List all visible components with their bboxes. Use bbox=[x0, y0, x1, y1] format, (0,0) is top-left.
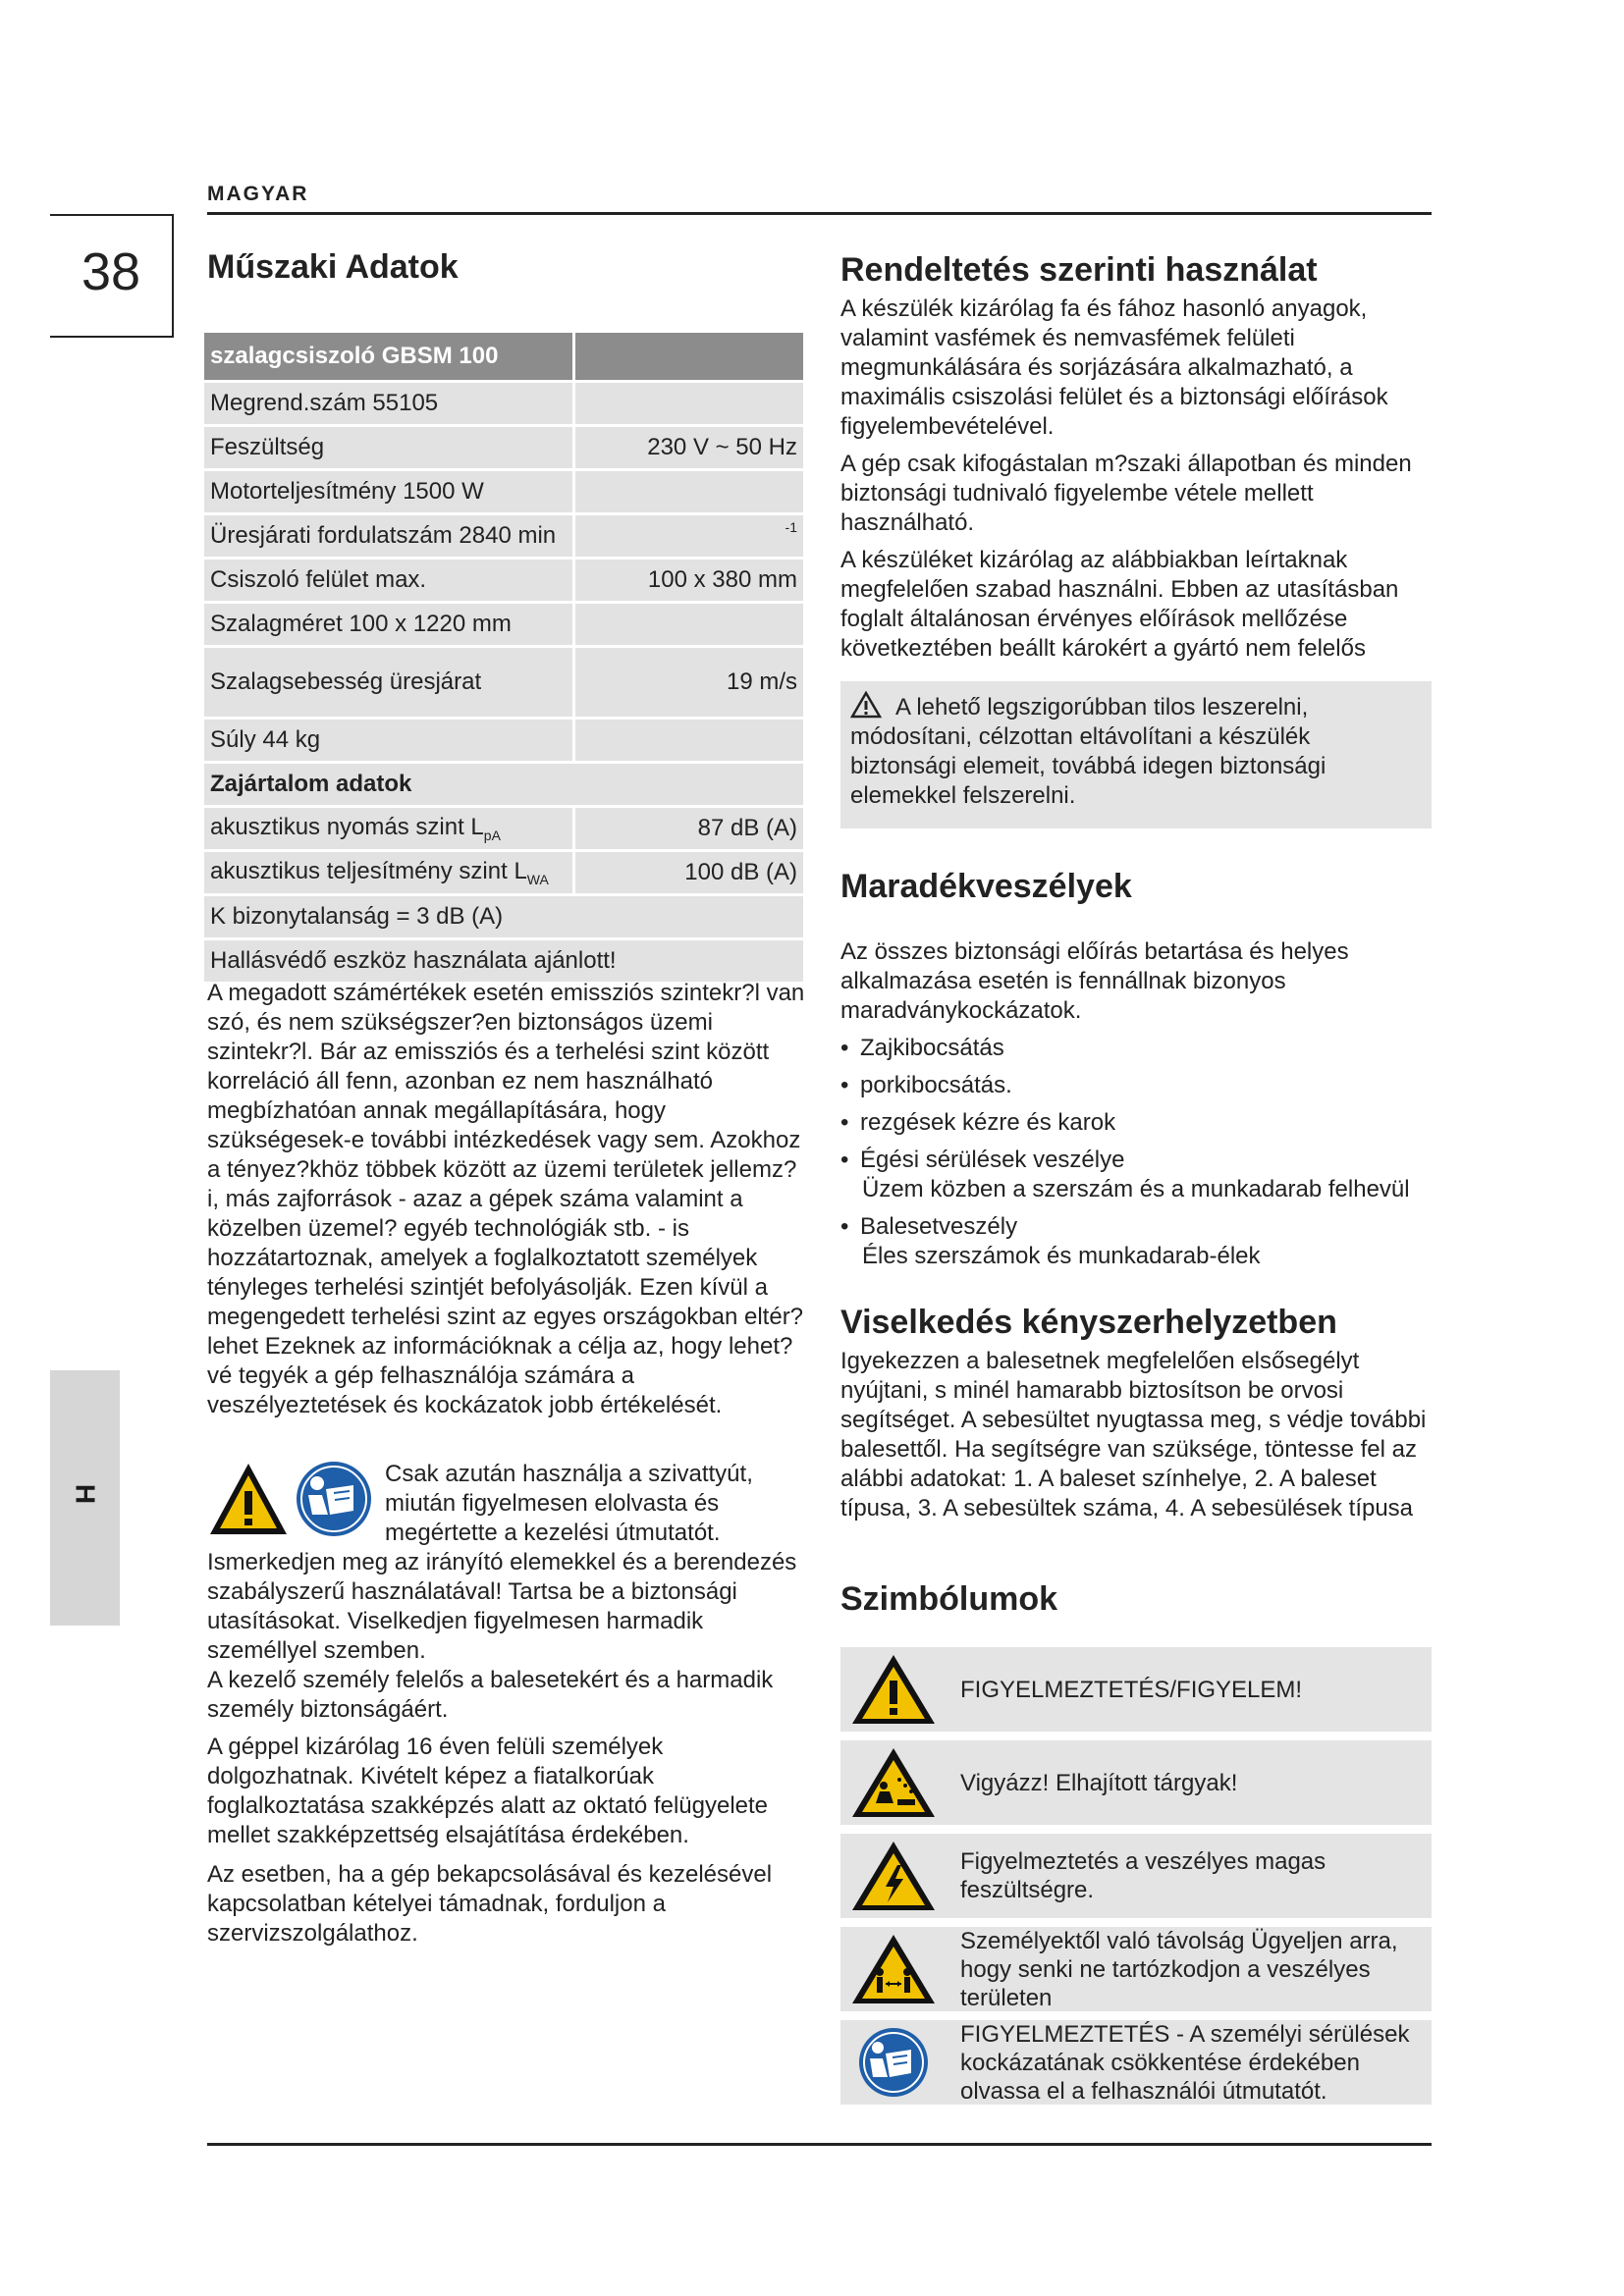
list-item: • porkibocsátás. bbox=[840, 1071, 1432, 1100]
table-row: akusztikus nyomás szint $L_{pA}$ 87 dB (A) bbox=[204, 808, 803, 849]
use-paragraph-3: A készüléket kizárólag az alábbiakban leírtaknak megfelelően szabad használni. Ebben az utasításban foglalt általánosan érvényes előírások mellőzése következtében beállt károkért a gyártó nem felelős bbox=[840, 547, 1399, 662]
language-label: MAGYAR bbox=[207, 183, 309, 205]
section-title-technical-data: Műszaki Adatok bbox=[207, 248, 459, 286]
header-rule bbox=[207, 212, 1432, 215]
symbol-text: Vigyázz! Elhajított tárgyak! bbox=[960, 1769, 1238, 1796]
table-row: akusztikus teljesítmény szint $L_{WA}$ 100 dB (A) bbox=[204, 852, 803, 893]
symbol-row bbox=[840, 2020, 1432, 2105]
spec-head-label: szalagcsiszoló GBSM 100 bbox=[204, 333, 572, 380]
list-item: • Égési sérülések veszélye Üzem közben a szerszám és a munkadarab felhevül bbox=[840, 1146, 1432, 1204]
keep-distance-icon bbox=[850, 1933, 937, 2005]
safety-warning-box bbox=[840, 681, 1432, 828]
age-paragraph: A géppel kizárólag 16 éven felüli személyek dolgozhatnak. Kivételt képez a fiatalkorúak foglalkoztatása szakképzés alatt az oktató felügyelete mellet szakképzettség elsajátítása érdekében. bbox=[207, 1734, 769, 1848]
page-number: 38 bbox=[81, 242, 141, 301]
table-row: Csiszoló felület max. 100 x 380 mm bbox=[204, 560, 803, 601]
flying-objects-icon bbox=[850, 1746, 937, 1819]
use-paragraph-1: A készülék kizárólag fa és fához hasonló anyagok, valamint vasfémek és nemvasfémek felületi megmunkálására és sorjázására alkalmazható, a maximális csiszolási felület és a biztonsági előírások figyelembevételével. bbox=[840, 295, 1388, 440]
symbol-text: FIGYELMEZTETÉS/FIGYELEM! bbox=[960, 1676, 1303, 1703]
list-item: • Zajkibocsátás bbox=[840, 1034, 1432, 1063]
table-row: Megrend.szám 55105 bbox=[204, 383, 803, 424]
residual-risks-content bbox=[840, 937, 1432, 1279]
section-title-residual-risks: Maradékveszélyek bbox=[840, 868, 1132, 905]
intended-use-text bbox=[840, 294, 1432, 671]
symbol-row bbox=[840, 1740, 1432, 1825]
warning-triangle-icon bbox=[850, 1653, 937, 1726]
high-voltage-icon bbox=[850, 1840, 937, 1912]
section-title-emergency: Viselkedés kényszerhelyzetben bbox=[840, 1304, 1337, 1341]
symbol-row bbox=[840, 1834, 1432, 1918]
spec-table bbox=[204, 330, 803, 985]
footer-rule bbox=[207, 2143, 1432, 2146]
read-manual-icon bbox=[297, 1462, 371, 1536]
table-row: Üresjárati fordulatszám 2840 min -1 bbox=[204, 515, 803, 557]
table-row: Súly 44 kg bbox=[204, 720, 803, 761]
list-item: • Balesetveszély Éles szerszámok és munkadarab-élek bbox=[840, 1212, 1432, 1271]
symbol-text: FIGYELMEZTETÉS - A személyi sérülések kockázatának csökkentése érdekében olvassa el a felhasználói útmutatót. bbox=[960, 2020, 1410, 2105]
spec-head-value bbox=[572, 333, 803, 380]
symbol-text: Személyektől való távolság Ügyeljen arra, hogy senki ne tartózkodjon a veszélyes területen bbox=[960, 1927, 1398, 2011]
warning-icons bbox=[206, 1460, 377, 1538]
table-row: Feszültség 230 V ~ 50 Hz bbox=[204, 427, 803, 468]
side-tab-letter: H bbox=[70, 1483, 101, 1505]
doubt-paragraph: Az esetben, ha a gép bekapcsolásával és kezelésével kapcsolatban kételyei támadnak, forduljon a szervizszolgálathoz. bbox=[207, 1861, 773, 1947]
table-row: Hallásvédő eszköz használata ajánlott! bbox=[204, 940, 803, 982]
use-paragraph-2: A gép csak kifogástalan m?szaki állapotban és minden biztonsági tudnivaló figyelembe vétele mellett használható. bbox=[840, 451, 1412, 536]
section-title-symbols: Szimbólumok bbox=[840, 1580, 1058, 1618]
list-item: • rezgések kézre és karok bbox=[840, 1108, 1432, 1138]
symbol-row bbox=[840, 1647, 1432, 1732]
section-title-intended-use: Rendeltetés szerinti használat bbox=[840, 251, 1318, 289]
table-row: Szalagsebesség üresjárat 19 m/s bbox=[204, 648, 803, 717]
warning-triangle-icon bbox=[210, 1464, 287, 1534]
operator-paragraph: A kezelő személy felelős a balesetekért és a harmadik személy biztonságáért. bbox=[207, 1667, 774, 1723]
warning-intro: Csak azután használja a szivattyút, miután figyelmesen elolvasta és megértette a kezelési útmutatót. bbox=[385, 1461, 753, 1546]
warning-rest: Ismerkedjen meg az irányító elemekkel és a berendezés szabályszerű használatával! Tartsa be a biztonsági utasításokat. Viselkedjen figyelmesen harmadik személlyel szemben. bbox=[207, 1549, 797, 1664]
risk-list bbox=[840, 1034, 1432, 1271]
symbol-text: Figyelmeztetés a veszélyes magas feszültségre. bbox=[960, 1848, 1326, 1903]
table-row: K bizonytalanság = 3 dB (A) bbox=[204, 896, 803, 937]
table-row: Szalagméret 100 x 1220 mm bbox=[204, 604, 803, 645]
emergency-paragraph: Igyekezzen a balesetnek megfelelően elsősegélyt nyújtani, s minél hamarabb biztosítson be orvosi segítséget. A sebesültet nyugtassa meg, s védje további balesettől. Ha segítségre van szüksége, töntesse fel az alábbi adatokat: 1. A baleset színhelye, 2. A baleset típusa, 3. A sebesültek száma, 4. A sebesülések típusa bbox=[840, 1348, 1427, 1522]
table-row: Zajártalom adatok bbox=[204, 764, 803, 805]
read-manual-icon bbox=[850, 2026, 937, 2099]
table-row: Motorteljesítmény 1500 W bbox=[204, 471, 803, 512]
symbol-row bbox=[840, 1927, 1432, 2011]
safety-warning-text: A lehető legszigorúbban tilos leszerelni, módosítani, célzottan eltávolítani a készülék biztonsági elemeit, továbbá idegen biztonsági elemekkel felszerelni. bbox=[850, 694, 1326, 809]
residual-intro: Az összes biztonsági előírás betartása és helyes alkalmazása esetén is fennállnak bizonyos maradványkockázatok. bbox=[840, 938, 1349, 1024]
spec-table-head bbox=[204, 333, 803, 380]
emission-paragraph: A megadott számértékek esetén emissziós szintekr?l van szó, és nem szükségszer?en biztonságos üzemi szintekr?l. Bár az emissziós és a terhelési szint között korreláció áll fenn, azonban ez nem használható megbízhatóan annak megállapítására, hogy szükségesek-e további intézkedések vagy sem. Azokhoz a tényez?khöz többek között az üzemi területek jellemz?i, más zajforrások - azaz a gépek száma valamint a közelben üzemel? egyéb technológiák stb. - is hozzátartoznak, amelyek a foglalkoztatott személyek tényleges terhelési szintjét befolyásolják. Ezen kívül a megengedett terhelési szint az egyes országokban eltér? lehet Ezeknek az információknak a célja az, hogy lehet?vé tegyék a gép felhasználója számára a veszélyeztetések és kockázatok jobb értékelését. bbox=[207, 980, 805, 1418]
